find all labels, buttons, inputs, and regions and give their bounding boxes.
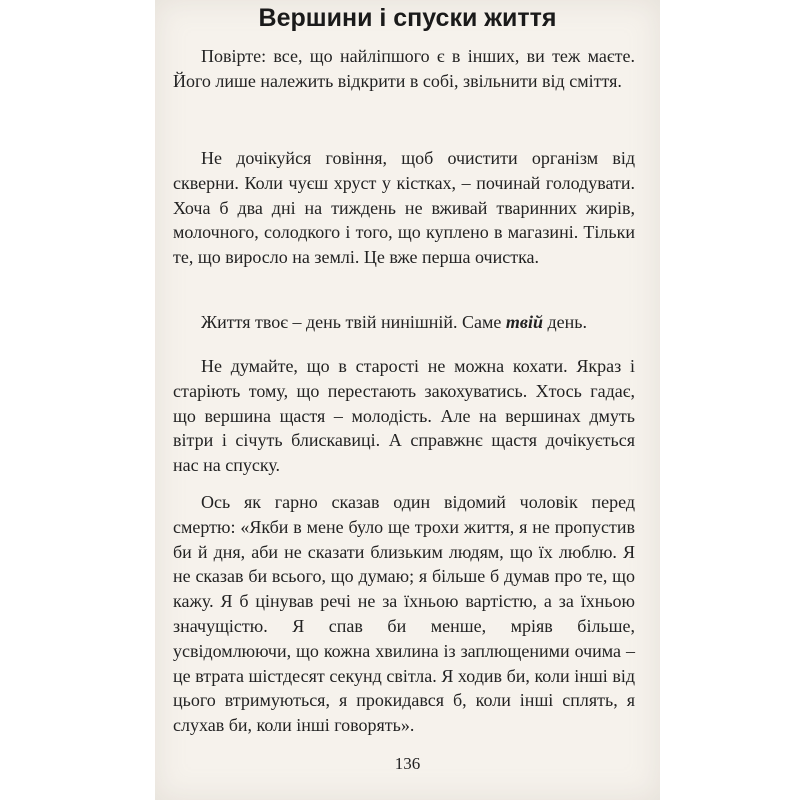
paragraph-4: Не думайте, що в старості не можна кохати. Якраз і старіють тому, що перестають закохуватись. Хтось гадає, що вершина щастя – молодість. Але на вершинах дмуть вітри і січуть блискавиці. А справжнє щастя дочікується нас на спуску. bbox=[173, 356, 635, 476]
page-title: Вершини і спуски життя bbox=[258, 4, 557, 32]
emphasis-word: твій bbox=[505, 312, 543, 332]
paragraph-5: Ось як гарно сказав один відомий чоловік перед смертю: «Якби в мене було ще трохи життя, я не пропустив би й дня, аби не сказати близьким людям, що їх люблю. Я не сказав би всього, що думаю; я більше б думав про те, що кажу. Я б цінував речі не за їхньою вартістю, а за їхньою значущістю. Я спав би менше, мріяв більше, усвідомлюючи, що кожна хвилина із заплющеними очима – це втрата шістдесят секунд світла. Я ходив би, коли інші від цього втримуються, я прокидався б, коли інші сплять, я слухав би, коли інші говорять». bbox=[173, 492, 635, 736]
paragraph-2: Не дочікуйся говіння, щоб очистити організм від скверни. Коли чуєш хруст у кістках, – починай голодувати. Хоча б два дні на тиждень не вживай тваринних жирів, молочного, солодкого і того, що куплено в магазині. Тільки те, що виросло на землі. Це вже перша очистка. bbox=[173, 148, 635, 268]
paragraph-1: Повірте: все, що найліпшого є в інших, ви теж маєте. Його лише належить відкрити в собі, звільнити від сміття. bbox=[173, 46, 635, 91]
book-page bbox=[155, 0, 660, 800]
page-number: 136 bbox=[394, 754, 421, 773]
quote-line-after: день. bbox=[542, 312, 587, 332]
paragraph-3 bbox=[173, 310, 635, 335]
quote-line-before: Життя твоє – день твій нинішній. Саме bbox=[201, 312, 506, 332]
